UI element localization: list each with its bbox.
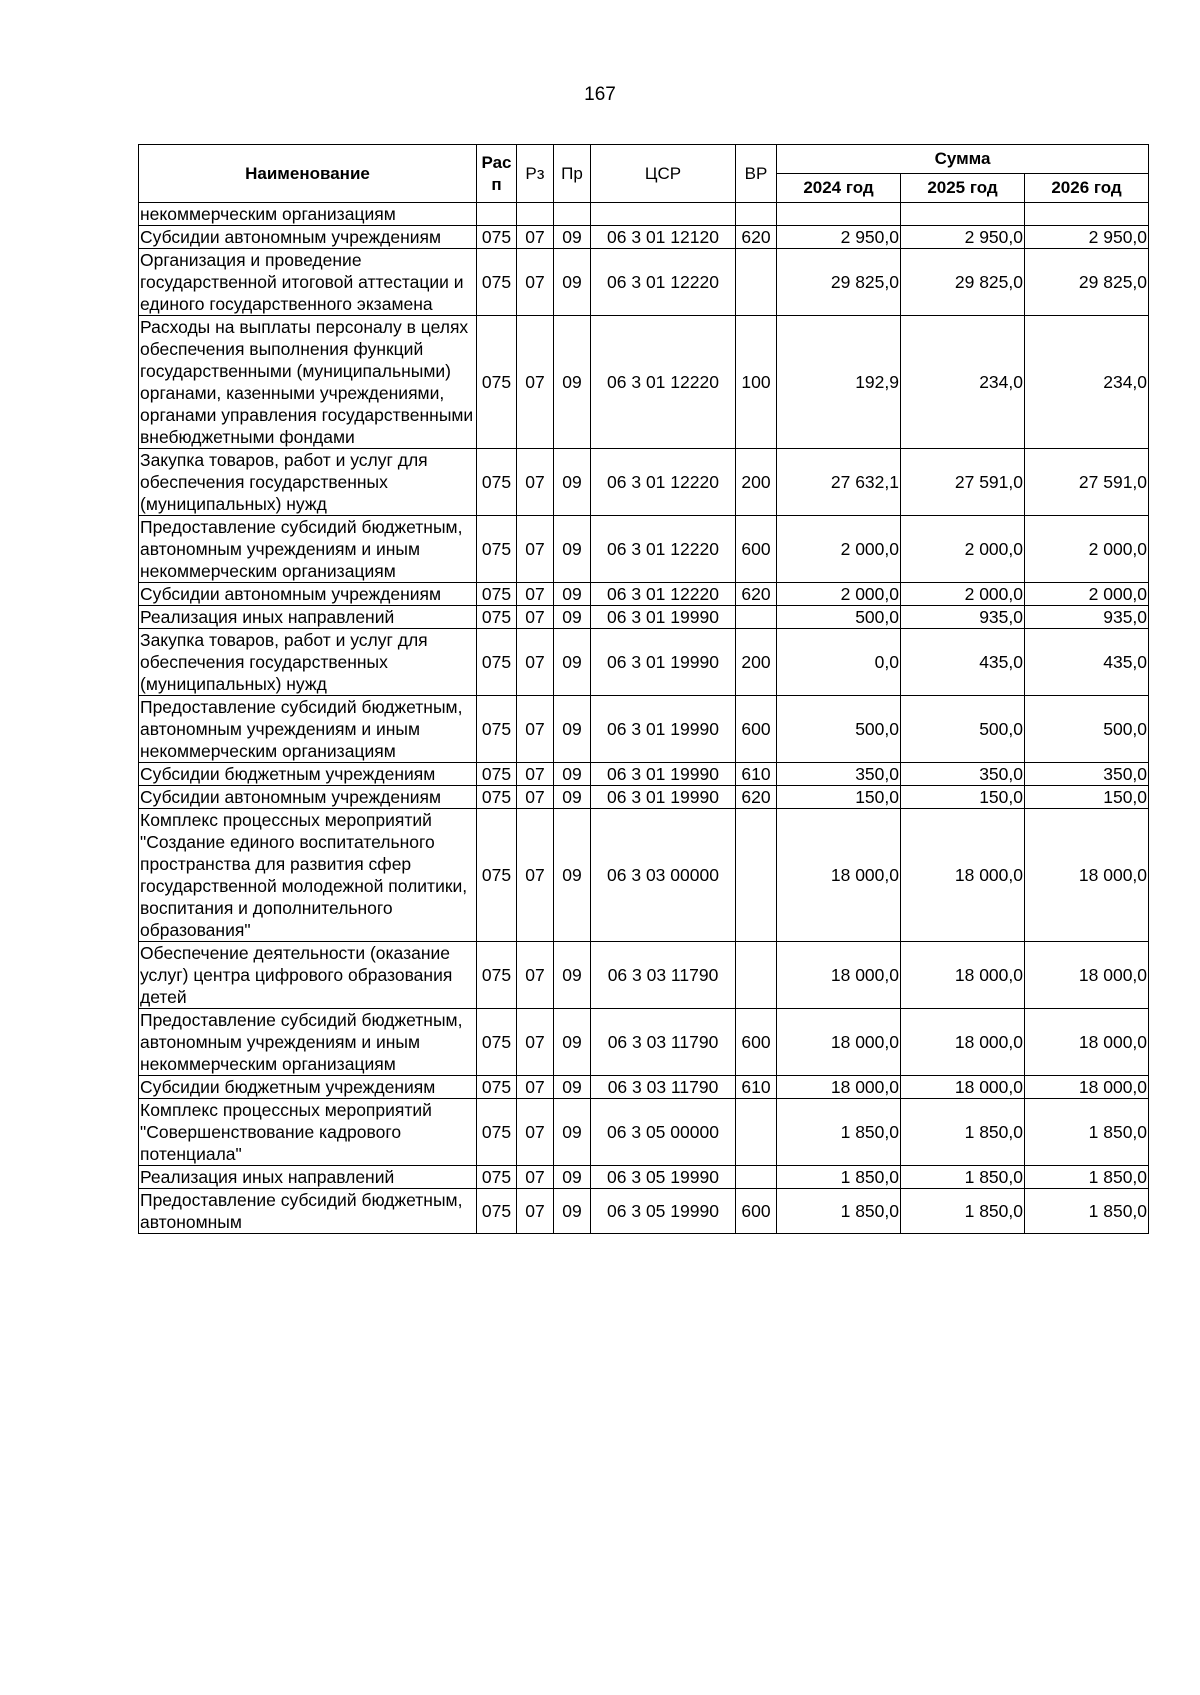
table-row	[139, 696, 1149, 763]
cell-sum-2024: 29 825,0	[777, 249, 901, 316]
cell-rasp: 075	[477, 226, 517, 249]
cell-pr: 09	[554, 1166, 591, 1189]
cell-sum-2025: 1 850,0	[901, 1189, 1025, 1234]
cell-sum-2025: 1 850,0	[901, 1099, 1025, 1166]
cell-sum-2025: 150,0	[901, 786, 1025, 809]
cell-name: Субсидии бюджетным учреждениям	[139, 763, 477, 786]
cell-vr: 620	[736, 583, 777, 606]
cell-csr: 06 3 03 11790	[591, 1009, 736, 1076]
cell-rz: 07	[517, 606, 554, 629]
cell-rz: 07	[517, 763, 554, 786]
cell-sum-2025: 27 591,0	[901, 449, 1025, 516]
cell-pr: 09	[554, 1009, 591, 1076]
cell-sum-2025: 18 000,0	[901, 942, 1025, 1009]
cell-vr: 200	[736, 449, 777, 516]
cell-csr: 06 3 01 19990	[591, 696, 736, 763]
table-row	[139, 449, 1149, 516]
cell-vr	[736, 1099, 777, 1166]
header-rasp: Рас п	[477, 145, 517, 203]
cell-csr: 06 3 01 19990	[591, 606, 736, 629]
cell-rz: 07	[517, 583, 554, 606]
cell-name: Предоставление субсидий бюджетным, автономным учреждениям и иным некоммерческим организациям	[139, 516, 477, 583]
cell-pr: 09	[554, 942, 591, 1009]
cell-rasp: 075	[477, 942, 517, 1009]
table-row	[139, 763, 1149, 786]
cell-name: Субсидии автономным учреждениям	[139, 226, 477, 249]
cell-pr: 09	[554, 583, 591, 606]
cell-rz: 07	[517, 942, 554, 1009]
cell-sum-2026: 29 825,0	[1025, 249, 1149, 316]
cell-rz: 07	[517, 629, 554, 696]
table-row	[139, 583, 1149, 606]
table-row	[139, 516, 1149, 583]
cell-vr: 600	[736, 1189, 777, 1234]
table-row	[139, 226, 1149, 249]
cell-rz: 07	[517, 226, 554, 249]
cell-sum-2024: 500,0	[777, 696, 901, 763]
header-year-2024: 2024 год	[777, 174, 901, 203]
cell-sum-2026: 500,0	[1025, 696, 1149, 763]
table-row	[139, 629, 1149, 696]
cell-sum-2024: 18 000,0	[777, 1009, 901, 1076]
cell-rasp: 075	[477, 1076, 517, 1099]
cell-name: Комплекс процессных мероприятий "Создание единого воспитательного пространства для развития сфер государственной молодежной политики, воспитания и дополнительного образования"	[139, 809, 477, 942]
cell-sum-2026: 2 000,0	[1025, 516, 1149, 583]
cell-vr	[736, 203, 777, 226]
header-name: Наименование	[139, 145, 477, 203]
cell-sum-2024: 192,9	[777, 316, 901, 449]
cell-csr: 06 3 03 11790	[591, 1076, 736, 1099]
cell-rz: 07	[517, 316, 554, 449]
cell-vr: 600	[736, 1009, 777, 1076]
cell-sum-2025: 18 000,0	[901, 1009, 1025, 1076]
cell-sum-2024: 500,0	[777, 606, 901, 629]
cell-sum-2025: 234,0	[901, 316, 1025, 449]
cell-name: некоммерческим организациям	[139, 203, 477, 226]
cell-sum-2026: 18 000,0	[1025, 1009, 1149, 1076]
cell-sum-2024: 2 000,0	[777, 516, 901, 583]
header-vr: ВР	[736, 145, 777, 203]
cell-sum-2025: 500,0	[901, 696, 1025, 763]
cell-sum-2026: 435,0	[1025, 629, 1149, 696]
cell-sum-2024: 18 000,0	[777, 942, 901, 1009]
cell-sum-2024: 27 632,1	[777, 449, 901, 516]
cell-name: Субсидии бюджетным учреждениям	[139, 1076, 477, 1099]
cell-sum-2024: 18 000,0	[777, 1076, 901, 1099]
cell-rasp: 075	[477, 583, 517, 606]
cell-vr: 620	[736, 786, 777, 809]
header-pr: Пр	[554, 145, 591, 203]
cell-vr: 600	[736, 696, 777, 763]
cell-sum-2024: 0,0	[777, 629, 901, 696]
table-row	[139, 1009, 1149, 1076]
cell-rasp: 075	[477, 1009, 517, 1076]
cell-pr: 09	[554, 249, 591, 316]
cell-pr: 09	[554, 629, 591, 696]
cell-sum-2026: 150,0	[1025, 786, 1149, 809]
cell-vr	[736, 1166, 777, 1189]
cell-name: Закупка товаров, работ и услуг для обеспечения государственных (муниципальных) нужд	[139, 629, 477, 696]
cell-rasp: 075	[477, 1166, 517, 1189]
cell-sum-2026: 1 850,0	[1025, 1166, 1149, 1189]
cell-sum-2026	[1025, 203, 1149, 226]
table-row	[139, 1099, 1149, 1166]
cell-sum-2026: 350,0	[1025, 763, 1149, 786]
cell-name: Реализация иных направлений	[139, 606, 477, 629]
cell-sum-2024: 350,0	[777, 763, 901, 786]
cell-rz: 07	[517, 449, 554, 516]
cell-rasp: 075	[477, 763, 517, 786]
cell-pr: 09	[554, 763, 591, 786]
cell-sum-2024: 18 000,0	[777, 809, 901, 942]
cell-pr: 09	[554, 1076, 591, 1099]
cell-pr: 09	[554, 226, 591, 249]
cell-vr: 610	[736, 763, 777, 786]
cell-name: Субсидии автономным учреждениям	[139, 583, 477, 606]
cell-rasp: 075	[477, 316, 517, 449]
cell-pr: 09	[554, 786, 591, 809]
table-row	[139, 606, 1149, 629]
cell-sum-2026: 27 591,0	[1025, 449, 1149, 516]
cell-rasp: 075	[477, 1099, 517, 1166]
cell-sum-2026: 1 850,0	[1025, 1099, 1149, 1166]
cell-rasp	[477, 203, 517, 226]
cell-pr: 09	[554, 449, 591, 516]
cell-rasp: 075	[477, 606, 517, 629]
header-year-2025: 2025 год	[901, 174, 1025, 203]
table-row	[139, 942, 1149, 1009]
cell-sum-2026: 1 850,0	[1025, 1189, 1149, 1234]
cell-name: Организация и проведение государственной итоговой аттестации и единого государственного экзамена	[139, 249, 477, 316]
cell-name: Субсидии автономным учреждениям	[139, 786, 477, 809]
cell-sum-2026: 18 000,0	[1025, 1076, 1149, 1099]
cell-pr: 09	[554, 1099, 591, 1166]
cell-vr	[736, 942, 777, 1009]
cell-sum-2024: 1 850,0	[777, 1099, 901, 1166]
cell-vr: 200	[736, 629, 777, 696]
cell-rasp: 075	[477, 249, 517, 316]
cell-name: Комплекс процессных мероприятий "Совершенствование кадрового потенциала"	[139, 1099, 477, 1166]
cell-rz: 07	[517, 1009, 554, 1076]
table-header	[139, 145, 1149, 203]
cell-csr	[591, 203, 736, 226]
cell-rasp: 075	[477, 809, 517, 942]
cell-pr	[554, 203, 591, 226]
cell-rz	[517, 203, 554, 226]
cell-name: Расходы на выплаты персоналу в целях обеспечения выполнения функций государственными (муниципальными) органами, казенными учреждениями, органами управления государственными внебюджетными фондами	[139, 316, 477, 449]
header-year-2026: 2026 год	[1025, 174, 1149, 203]
cell-sum-2025: 435,0	[901, 629, 1025, 696]
budget-table	[138, 144, 1149, 1234]
cell-sum-2026: 2 950,0	[1025, 226, 1149, 249]
cell-rasp: 075	[477, 786, 517, 809]
cell-rz: 07	[517, 1076, 554, 1099]
cell-sum-2024	[777, 203, 901, 226]
cell-name: Реализация иных направлений	[139, 1166, 477, 1189]
cell-name: Предоставление субсидий бюджетным, автономным учреждениям и иным некоммерческим организациям	[139, 696, 477, 763]
cell-sum-2026: 935,0	[1025, 606, 1149, 629]
cell-vr	[736, 809, 777, 942]
cell-sum-2024: 150,0	[777, 786, 901, 809]
cell-sum-2025: 1 850,0	[901, 1166, 1025, 1189]
cell-csr: 06 3 01 19990	[591, 786, 736, 809]
cell-rz: 07	[517, 249, 554, 316]
cell-vr: 610	[736, 1076, 777, 1099]
cell-csr: 06 3 01 12220	[591, 449, 736, 516]
cell-rz: 07	[517, 516, 554, 583]
cell-sum-2025: 2 950,0	[901, 226, 1025, 249]
cell-csr: 06 3 05 19990	[591, 1166, 736, 1189]
table-row	[139, 249, 1149, 316]
cell-csr: 06 3 01 12220	[591, 583, 736, 606]
table-body	[139, 203, 1149, 1234]
table-row	[139, 786, 1149, 809]
cell-rz: 07	[517, 1166, 554, 1189]
cell-pr: 09	[554, 809, 591, 942]
table-row	[139, 809, 1149, 942]
cell-sum-2025: 29 825,0	[901, 249, 1025, 316]
cell-vr: 600	[736, 516, 777, 583]
cell-sum-2024: 2 000,0	[777, 583, 901, 606]
table-row	[139, 1189, 1149, 1234]
cell-sum-2025: 18 000,0	[901, 1076, 1025, 1099]
cell-vr: 100	[736, 316, 777, 449]
cell-pr: 09	[554, 1189, 591, 1234]
cell-sum-2026: 2 000,0	[1025, 583, 1149, 606]
cell-sum-2025: 935,0	[901, 606, 1025, 629]
cell-csr: 06 3 01 19990	[591, 629, 736, 696]
cell-rasp: 075	[477, 516, 517, 583]
cell-rasp: 075	[477, 1189, 517, 1234]
cell-rz: 07	[517, 786, 554, 809]
cell-csr: 06 3 05 00000	[591, 1099, 736, 1166]
cell-rasp: 075	[477, 629, 517, 696]
cell-sum-2025: 2 000,0	[901, 516, 1025, 583]
cell-sum-2025: 350,0	[901, 763, 1025, 786]
cell-pr: 09	[554, 316, 591, 449]
cell-pr: 09	[554, 516, 591, 583]
cell-rz: 07	[517, 696, 554, 763]
page-number: 167	[584, 84, 616, 105]
cell-rz: 07	[517, 1099, 554, 1166]
cell-csr: 06 3 03 00000	[591, 809, 736, 942]
cell-sum-2026: 18 000,0	[1025, 942, 1149, 1009]
cell-rz: 07	[517, 1189, 554, 1234]
cell-csr: 06 3 01 12220	[591, 316, 736, 449]
cell-csr: 06 3 01 19990	[591, 763, 736, 786]
cell-pr: 09	[554, 696, 591, 763]
table-row	[139, 1166, 1149, 1189]
cell-vr: 620	[736, 226, 777, 249]
header-csr: ЦСР	[591, 145, 736, 203]
cell-rz: 07	[517, 809, 554, 942]
cell-sum-2025	[901, 203, 1025, 226]
cell-csr: 06 3 05 19990	[591, 1189, 736, 1234]
cell-rasp: 075	[477, 449, 517, 516]
budget-table-container	[138, 144, 1148, 1234]
cell-csr: 06 3 01 12220	[591, 249, 736, 316]
cell-sum-2026: 234,0	[1025, 316, 1149, 449]
cell-vr	[736, 606, 777, 629]
cell-name: Закупка товаров, работ и услуг для обеспечения государственных (муниципальных) нужд	[139, 449, 477, 516]
cell-sum-2024: 1 850,0	[777, 1189, 901, 1234]
cell-sum-2026: 18 000,0	[1025, 809, 1149, 942]
cell-sum-2025: 18 000,0	[901, 809, 1025, 942]
cell-rasp: 075	[477, 696, 517, 763]
header-rz: Рз	[517, 145, 554, 203]
cell-pr: 09	[554, 606, 591, 629]
cell-csr: 06 3 03 11790	[591, 942, 736, 1009]
table-row	[139, 203, 1149, 226]
cell-sum-2024: 2 950,0	[777, 226, 901, 249]
table-row	[139, 316, 1149, 449]
table-row	[139, 1076, 1149, 1099]
cell-sum-2025: 2 000,0	[901, 583, 1025, 606]
cell-csr: 06 3 01 12120	[591, 226, 736, 249]
cell-csr: 06 3 01 12220	[591, 516, 736, 583]
header-sum: Сумма	[777, 145, 1149, 174]
cell-name: Обеспечение деятельности (оказание услуг) центра цифрового образования детей	[139, 942, 477, 1009]
cell-name: Предоставление субсидий бюджетным, автономным	[139, 1189, 477, 1234]
cell-name: Предоставление субсидий бюджетным, автономным учреждениям и иным некоммерческим организациям	[139, 1009, 477, 1076]
cell-vr	[736, 249, 777, 316]
cell-sum-2024: 1 850,0	[777, 1166, 901, 1189]
